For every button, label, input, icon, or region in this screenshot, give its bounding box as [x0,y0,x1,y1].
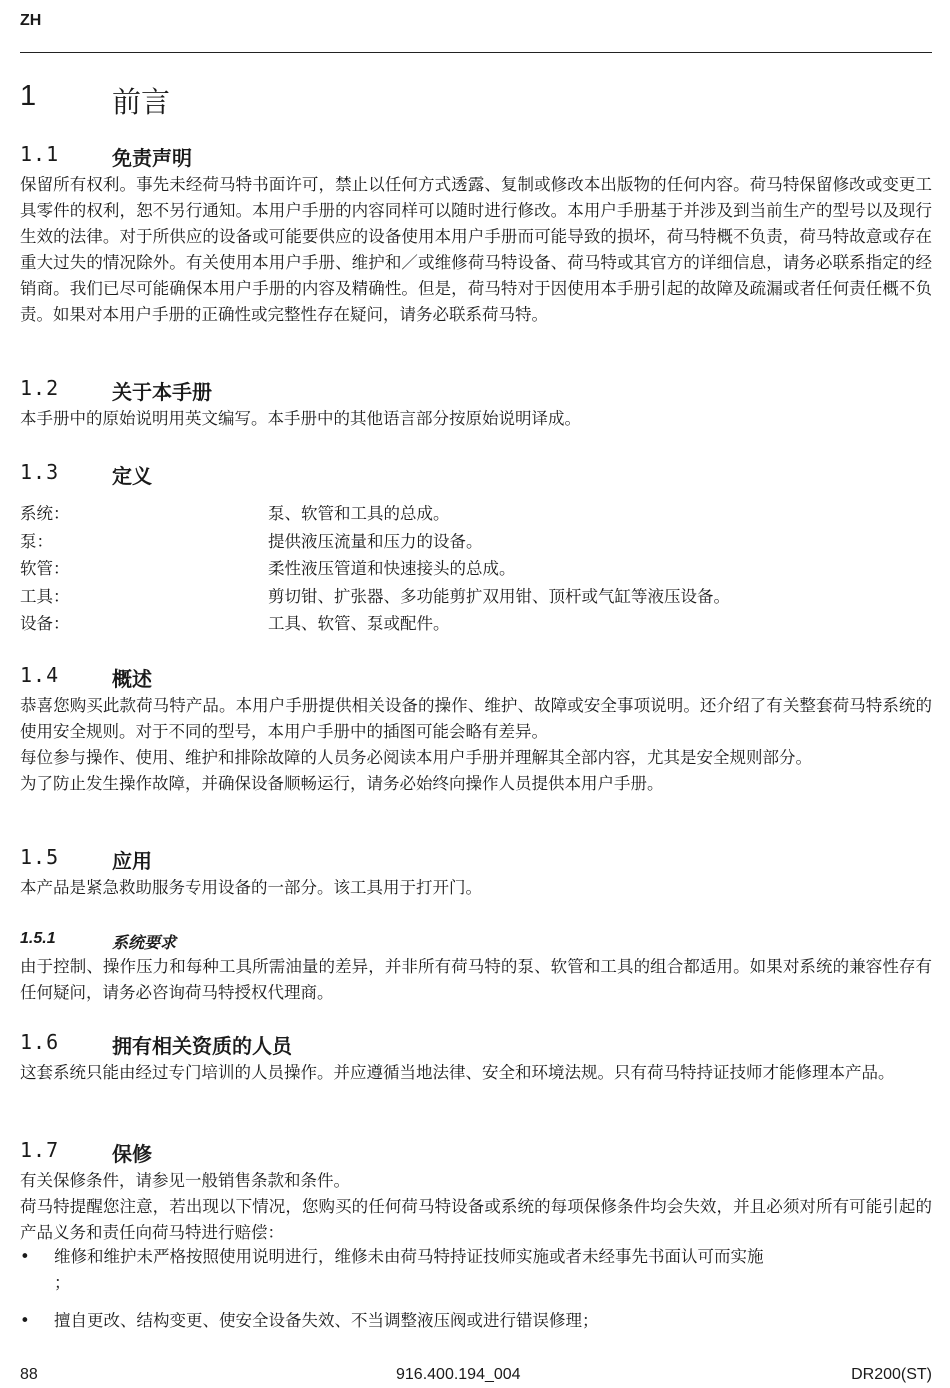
model-code: DR200(ST) [851,1366,932,1383]
section-heading [20,845,932,875]
section-title: 应用 [112,849,152,873]
section-number: 1.3 [20,460,60,484]
section-number: 1.4 [20,663,60,687]
section-number: 1.1 [20,142,60,166]
application-text: 本产品是紧急救助服务专用设备的一部分。该工具用于打开门。 [20,878,482,897]
definition-term: 系统： [20,504,70,523]
section-heading [20,1138,932,1168]
overview-paragraph: 每位参与操作、使用、维护和排除故障的人员务必阅读本用户手册并理解其全部内容，尤其是安全规则部分。 [20,748,812,767]
section-title: 免责声明 [112,146,192,170]
qualified-personnel-text: 这套系统只能由经过专门培训的人员操作。并应遵循当地法律、安全和环境法规。只有荷马特持证技师才能修理本产品。 [20,1063,895,1082]
bullet-item [20,1244,932,1296]
bullet-mark: • [20,1311,30,1330]
section-title: 关于本手册 [112,380,212,404]
system-requirements-text: 由于控制、操作压力和每种工具所需油量的差异，并非所有荷马特的泵、软管和工具的组合都适用。如果对系统的兼容性存有任何疑问，请务必咨询荷马特授权代理商。 [20,957,932,1002]
section-title: 定义 [112,464,152,488]
definition-row [20,583,932,611]
definition-term: 泵： [20,531,53,551]
warranty-paragraph: 荷马特提醒您注意，若出现以下情况，您购买的任何荷马特设备或系统的每项保修条件均会失效，并且必须对所有可能引起的产品义务和责任向荷马特进行赔偿： [20,1197,932,1242]
about-manual-text: 本手册中的原始说明用英文编写。本手册中的其他语言部分按原始说明译成。 [20,409,581,428]
section-qualified-personnel [20,1030,932,1086]
language-code: ZH [20,12,42,29]
warranty-bullet-list [20,1244,932,1334]
section-about-manual [20,376,932,432]
warranty-paragraph: 有关保修条件，请参见一般销售条款和条件。 [20,1171,350,1190]
subsection-system-requirements [20,930,932,1006]
bullet-item [20,1308,932,1334]
chapter-title: 前言 [112,85,171,119]
overview-paragraph: 恭喜您购买此款荷马特产品。本用户手册提供相关设备的操作、维护、故障或安全事项说明。还介绍了有关整套荷马特系统的使用安全规则。对于不同的型号，本用户手册中的插图可能会略有差异。 [20,696,932,741]
definition-term: 设备： [20,614,70,633]
section-title: 保修 [112,1142,152,1166]
section-disclaimer [20,142,932,328]
definition-desc: 剪切钳、扩张器、多功能剪扩双用钳、顶杆或气缸等液压设备。 [268,586,730,606]
definition-term: 软管： [20,559,70,578]
section-heading [20,460,932,490]
section-number: 1.6 [20,1030,60,1054]
definition-term: 工具： [20,586,70,606]
section-heading [20,142,932,172]
section-heading [20,376,932,406]
section-application [20,845,932,901]
definition-desc: 泵、软管和工具的总成。 [268,504,450,523]
header-rule [20,52,932,53]
section-number: 1.5 [20,845,60,869]
bullet-text: 擅自更改、结构变更、使安全设备失效、不当调整液压阀或进行错误修理； [54,1311,599,1330]
section-warranty [20,1138,932,1246]
bullet-text: 维修和维护未严格按照使用说明进行，维修未由荷马特持证技师实施或者未经事先书面认可而实施 [54,1247,764,1266]
subsection-number: 1.5.1 [20,930,56,947]
section-title: 拥有相关资质的人员 [112,1034,292,1058]
bullet-mark: • [20,1247,30,1266]
section-title: 概述 [112,667,152,691]
section-number: 1.2 [20,376,60,400]
definition-row [20,528,932,556]
definition-desc: 柔性液压管道和快速接头的总成。 [268,559,516,578]
document-number: 916.400.194_004 [396,1366,521,1383]
section-number: 1.7 [20,1138,60,1162]
chapter-number: 1 [20,80,37,112]
subsection-heading [20,930,932,954]
definition-row [20,610,932,638]
definition-desc: 工具、软管、泵或配件。 [268,614,450,633]
definition-row [20,555,932,583]
definitions-list [20,500,932,638]
section-overview [20,663,932,797]
subsection-title: 系统要求 [112,933,177,952]
definition-row [20,500,932,528]
disclaimer-text: 保留所有权利。事先未经荷马特书面许可，禁止以任何方式透露、复制或修改本出版物的任何内容。荷马特保留修改或变更工具零件的权利，恕不另行通知。本用户手册的内容同样可以随时进行修改。本用户手册基于并涉及到当前生产的型号以及现行生效的法律。对于所供应的设备或可能要供应的设备使用本用户手册而可能导致的损坏，荷马特概不负责，荷马特故意或存在重大过失的情况除外。有关使用本用户手册、维护和／或维修荷马特设备、荷马特或其官方的详细信息，请务必联系指定的经销商。我们已尽可能确保本用户手册的内容及精确性。但是，荷马特对于因使用本手册引起的故障及疏漏或者任何责任概不负责。如果对本用户手册的正确性或完整性存在疑问，请务必联系荷马特。 [20,175,932,324]
overview-paragraph: 为了防止发生操作故障，并确保设备顺畅运行，请务必始终向操作人员提供本用户手册。 [20,774,664,793]
section-heading [20,1030,932,1060]
section-definitions [20,460,932,490]
bullet-tail: ； [54,1273,71,1292]
section-heading [20,663,932,693]
manual-page [20,0,932,1388]
definition-desc: 提供液压流量和压力的设备。 [268,531,483,551]
page-number: 88 [20,1366,38,1383]
